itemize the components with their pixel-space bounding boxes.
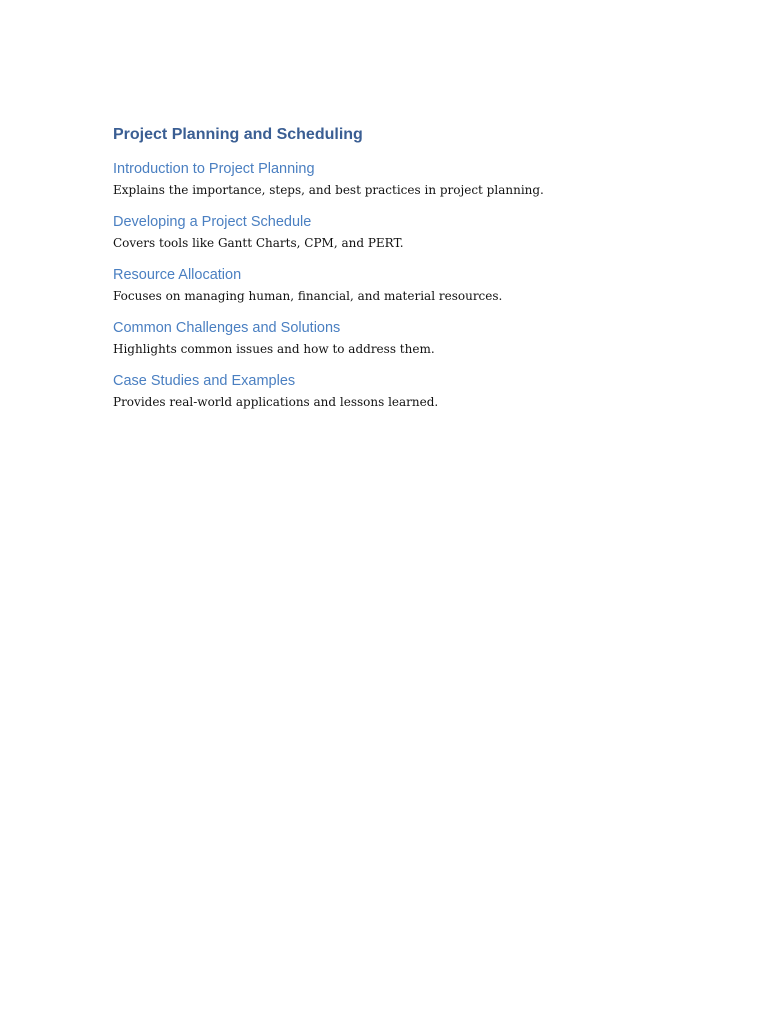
section-heading: Case Studies and Examples [113, 373, 296, 389]
section-heading: Developing a Project Schedule [113, 214, 312, 230]
section-introduction [113, 159, 768, 199]
section-project-schedule [113, 212, 768, 252]
section-heading: Introduction to Project Planning [113, 161, 315, 177]
section-description: Provides real-world applications and lessons learned. [113, 395, 439, 409]
section-challenges [113, 318, 768, 358]
section-description: Explains the importance, steps, and best practices in project planning. [113, 183, 544, 197]
section-heading: Common Challenges and Solutions [113, 320, 341, 336]
section-description: Focuses on managing human, financial, and material resources. [113, 289, 503, 303]
section-case-studies [113, 371, 768, 411]
section-resource-allocation [113, 265, 768, 305]
section-heading: Resource Allocation [113, 267, 242, 283]
section-description: Covers tools like Gantt Charts, CPM, and PERT. [113, 236, 404, 250]
document-title: Project Planning and Scheduling [113, 126, 363, 143]
section-description: Highlights common issues and how to address them. [113, 342, 435, 356]
